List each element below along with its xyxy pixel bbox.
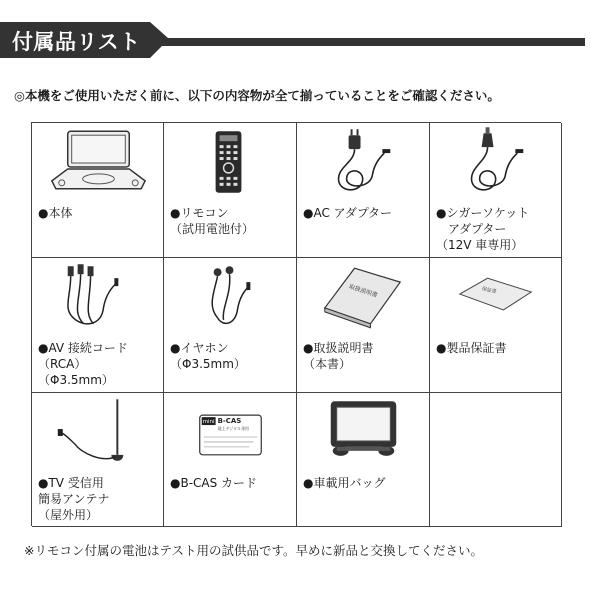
- item-label-line: ●TV 受信用: [38, 476, 104, 490]
- item-label-line: ●製品保証書: [436, 341, 507, 355]
- item-label: [38, 205, 161, 221]
- portable-dvd-player-illustration: [32, 123, 163, 203]
- item-label-line: 簡易アンテナ: [38, 492, 110, 506]
- item-label: [436, 340, 559, 356]
- page-title: 付属品リスト: [12, 30, 141, 54]
- manual-booklet-illustration: [297, 258, 429, 338]
- item-warranty: [430, 258, 562, 393]
- warranty-card-illustration: [430, 258, 561, 338]
- item-label: [303, 340, 427, 372]
- av-cable-illustration: [32, 258, 163, 338]
- item-label-line: （試用電池付）: [170, 222, 255, 236]
- warranty-card-text: 保証書: [481, 286, 497, 296]
- bcas-card-illustration: [164, 393, 296, 473]
- item-label-line: ●取扱説明書: [303, 341, 374, 355]
- item-ac-adapter: [297, 123, 430, 258]
- item-label-line: ●B-CAS カード: [170, 476, 258, 490]
- bcas-mini-text: mini: [202, 419, 215, 426]
- bcas-logo-text: B-CAS: [217, 417, 242, 426]
- item-empty: [430, 393, 562, 527]
- antenna-illustration: [32, 393, 163, 473]
- item-label-line: アダプター: [436, 222, 507, 236]
- item-label-line: ●AV 接続コード: [38, 341, 128, 355]
- item-label-line: （RCA）: [38, 357, 87, 371]
- item-manual: [297, 258, 430, 393]
- bcas-subtitle-text: 地上デジタル専用: [217, 426, 249, 432]
- item-label-line: （屋外用）: [38, 508, 99, 522]
- item-label-line: ●シガーソケット: [436, 206, 530, 220]
- item-car-adapter: [430, 123, 562, 258]
- accessory-grid: [31, 122, 561, 526]
- section-header: [0, 22, 585, 60]
- item-label-line: （本書）: [303, 357, 352, 371]
- item-label: [170, 205, 294, 237]
- ac-adapter-illustration: [297, 123, 429, 203]
- item-label: [170, 475, 294, 491]
- footer-note: ※リモコン付属の電池はテスト用の試供品です。早めに新品と交換してください。: [24, 543, 483, 558]
- item-label: [38, 475, 161, 523]
- item-av-cable: [32, 258, 164, 393]
- item-label-line: ●リモコン: [170, 206, 229, 220]
- item-label: [303, 475, 427, 491]
- item-label-line: ●車載用バッグ: [303, 476, 386, 490]
- item-remote: [164, 123, 297, 258]
- item-main-unit: [32, 123, 164, 258]
- item-label-line: （Φ3.5mm）: [38, 373, 114, 387]
- item-earphones: [164, 258, 297, 393]
- item-label: [436, 205, 559, 253]
- item-label: [170, 340, 294, 372]
- item-label-line: ●AC アダプター: [303, 206, 392, 220]
- item-label-line: （Φ3.5mm）: [170, 357, 246, 371]
- car-socket-adapter-illustration: [430, 123, 561, 203]
- intro-text: ◎本機をご使用いただく前に、以下の内容物が全て揃っていることをご確認ください。: [14, 88, 500, 103]
- item-bcas-card: [164, 393, 297, 527]
- item-label: [38, 340, 161, 388]
- item-car-bag: [297, 393, 430, 527]
- item-label-line: （12V 車専用）: [436, 238, 524, 252]
- car-bag-illustration: [297, 393, 429, 473]
- item-antenna: [32, 393, 164, 527]
- manual-cover-text: 取扱説明書: [347, 283, 379, 300]
- item-label: [303, 205, 427, 221]
- item-label-line: ●イヤホン: [170, 341, 229, 355]
- item-label-line: ●本体: [38, 206, 73, 220]
- remote-control-illustration: [164, 123, 296, 203]
- earphones-illustration: [164, 258, 296, 338]
